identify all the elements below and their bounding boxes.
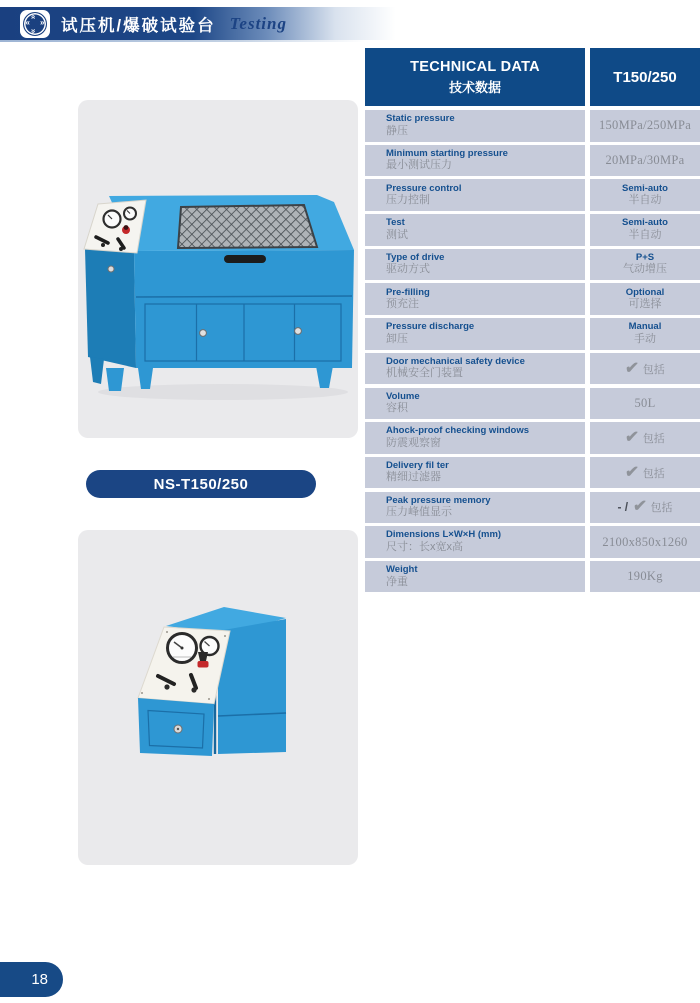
row-value-check	[617, 499, 672, 515]
table-row	[365, 318, 700, 350]
row-value-en: Semi-auto	[622, 182, 668, 194]
row-value-cn: 可选择	[628, 298, 662, 310]
table-body	[365, 110, 700, 592]
row-value-cell	[590, 145, 700, 177]
row-label-en: Door mechanical safety device	[386, 355, 525, 367]
row-label-cn: 驱动方式	[386, 263, 430, 276]
table-row	[365, 526, 700, 558]
row-value-en: Optional	[625, 286, 665, 298]
table-row	[365, 457, 700, 489]
row-value-cell	[590, 283, 700, 315]
row-label-cell	[365, 179, 585, 211]
row-label-en: Peak pressure memory	[386, 494, 491, 506]
door-lock-icon	[295, 328, 302, 335]
table-header-title-cell	[365, 48, 585, 106]
row-label-en: Type of drive	[386, 251, 445, 263]
row-label-cell	[365, 110, 585, 142]
technical-data-table	[365, 48, 700, 592]
row-label-cell	[365, 318, 585, 350]
check-label-text: 包括	[642, 363, 665, 376]
logo-chevron-right-icon: »	[40, 17, 45, 27]
side-lock-icon	[108, 266, 114, 272]
product-photo-detail	[78, 530, 358, 865]
row-value-text: 20MPa/30MPa	[605, 152, 685, 167]
row-label-cn: 最小测试压力	[386, 159, 452, 172]
row-value-en: Semi-auto	[622, 217, 668, 229]
model-badge: NS-T150/250	[86, 470, 316, 498]
table-row	[365, 353, 700, 385]
table-row	[365, 492, 700, 524]
row-value-cell	[590, 110, 700, 142]
row-value-check	[625, 361, 664, 377]
row-label-en: Static pressure	[386, 113, 455, 125]
row-value-cell	[590, 179, 700, 211]
row-label-cn: 测试	[386, 228, 408, 241]
table-row	[365, 561, 700, 593]
logo-chevron-top-icon: «	[29, 14, 39, 19]
row-label-cell	[365, 526, 585, 558]
table-row	[365, 179, 700, 211]
check-icon: ✔	[624, 359, 640, 377]
row-value-en: P+S	[635, 251, 655, 263]
check-label-text: 包括	[642, 467, 665, 480]
row-value-text: 190Kg	[627, 569, 663, 584]
page-header	[0, 7, 430, 40]
red-knob-icon	[198, 661, 209, 668]
row-label-cell	[365, 388, 585, 420]
table-row	[365, 249, 700, 281]
row-label-cn: 卸压	[386, 332, 408, 345]
row-label-en: Volume	[386, 390, 420, 402]
check-icon: ✔	[624, 428, 640, 446]
brand-logo-circle	[23, 12, 47, 36]
machine-leg	[90, 357, 104, 384]
row-label-cn: 防震观察窗	[386, 436, 441, 449]
check-prefix-text: - /	[617, 500, 629, 515]
row-value-cell	[590, 249, 700, 281]
row-label-cn: 机械安全门装置	[386, 367, 463, 380]
row-label-cn: 静压	[386, 124, 408, 137]
row-label-en: Pressure control	[386, 182, 462, 194]
table-title-cn: 技术数据	[448, 79, 501, 95]
row-label-cn: 压力峰值显示	[386, 506, 452, 519]
row-value-cn: 气动增压	[623, 263, 667, 276]
row-label-cell	[365, 214, 585, 246]
row-label-cn: 容积	[386, 402, 408, 415]
row-label-cell	[365, 283, 585, 315]
machine-front-illustration	[78, 100, 358, 438]
machine-leg	[106, 368, 124, 391]
table-row	[365, 214, 700, 246]
row-value-en: Manual	[628, 321, 662, 333]
table-title-en: TECHNICAL DATA	[410, 58, 540, 75]
row-value-cell	[590, 353, 700, 385]
row-value-text: 2100x850x1260	[602, 534, 688, 549]
row-label-en: Ahock-proof checking windows	[386, 425, 530, 437]
row-value-cell	[590, 561, 700, 593]
row-value-cell	[590, 526, 700, 558]
row-value-cell	[590, 422, 700, 454]
row-label-cn: 精细过滤器	[386, 471, 441, 484]
row-label-cell	[365, 145, 585, 177]
row-label-en: Pressure discharge	[386, 321, 475, 333]
row-value-cell	[590, 457, 700, 489]
control-panel-illustration	[78, 530, 358, 865]
row-value-check	[625, 430, 664, 446]
brand-logo-icon	[20, 10, 50, 38]
door-lock-icon	[200, 330, 207, 337]
row-value-cell	[590, 214, 700, 246]
row-label-cell	[365, 561, 585, 593]
table-row	[365, 110, 700, 142]
check-icon: ✔	[632, 498, 648, 516]
page-number-badge: 18	[0, 962, 63, 997]
row-value-cn: 半自动	[628, 228, 662, 241]
check-label-text: 包括	[642, 432, 665, 445]
check-icon: ✔	[624, 463, 640, 481]
row-value-cell	[590, 318, 700, 350]
table-model-label: T150/250	[613, 68, 677, 86]
mesh-safety-window	[178, 205, 317, 248]
table-row	[365, 388, 700, 420]
row-value-text: 50L	[634, 395, 656, 410]
row-label-en: Pre-filling	[386, 286, 430, 298]
logo-chevron-left-icon: «	[25, 17, 30, 27]
row-value-cn: 半自动	[628, 193, 662, 206]
row-value-check	[625, 465, 664, 481]
table-row	[365, 145, 700, 177]
table-row	[365, 422, 700, 454]
row-label-cell	[365, 353, 585, 385]
row-label-cn: 尺寸：长x宽x高	[386, 540, 463, 553]
row-label-en: Dimensions L×W×H (mm)	[386, 529, 502, 541]
row-label-cell	[365, 457, 585, 489]
row-value-cn: 手动	[634, 332, 656, 345]
row-value-text: 150MPa/250MPa	[598, 118, 692, 133]
product-photo-main	[78, 100, 358, 438]
logo-chevron-bottom-icon: »	[29, 28, 39, 33]
row-label-en: Delivery fil ter	[386, 460, 449, 472]
machine-leg	[316, 366, 333, 388]
row-value-cell	[590, 492, 700, 524]
row-value-cell	[590, 388, 700, 420]
lid-handle	[224, 255, 266, 263]
row-label-cn: 预充注	[386, 298, 419, 310]
check-label-text: 包括	[650, 502, 673, 515]
page-title-chinese: 试压机/爆破试验台	[61, 16, 216, 35]
page-title-english: Testing	[229, 13, 287, 33]
row-label-en: Test	[386, 217, 405, 229]
table-header	[365, 48, 700, 106]
row-label-en: Weight	[386, 564, 418, 576]
row-label-cn: 压力控制	[386, 193, 430, 206]
row-label-cell	[365, 422, 585, 454]
table-row	[365, 283, 700, 315]
row-label-cn: 净重	[386, 575, 408, 588]
row-label-cell	[365, 249, 585, 281]
row-label-cell	[365, 492, 585, 524]
table-header-model-cell	[590, 48, 700, 106]
row-label-en: Minimum starting pressure	[386, 147, 508, 159]
